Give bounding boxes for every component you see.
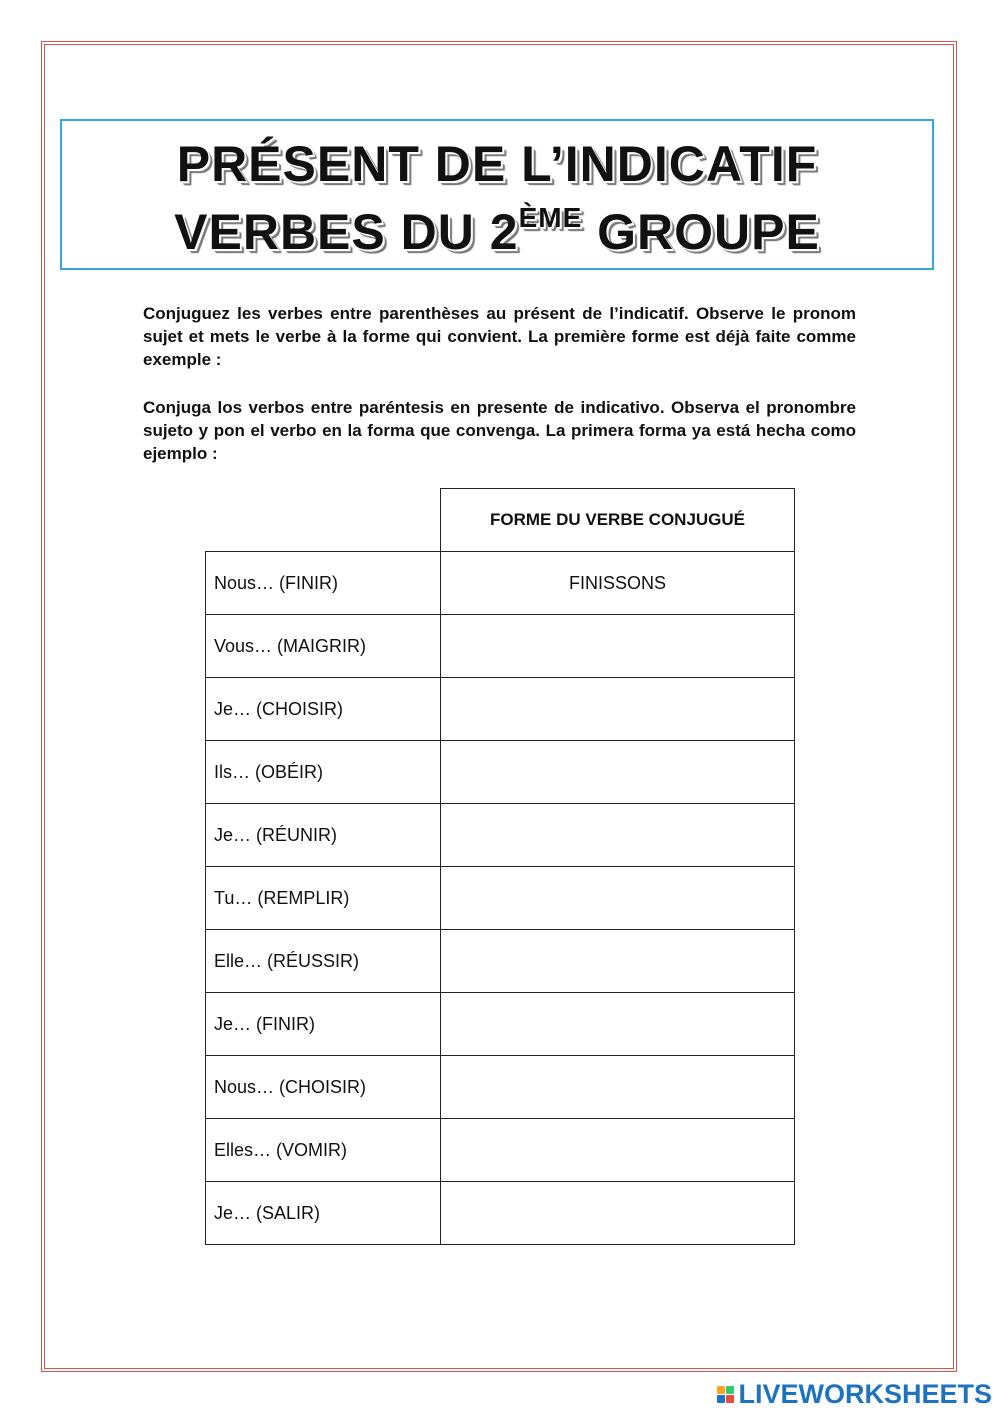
table-row xyxy=(206,993,795,1056)
table-row xyxy=(206,867,795,930)
table-row xyxy=(206,1119,795,1182)
logo-mark-square-3 xyxy=(717,1395,725,1403)
answer-cell[interactable] xyxy=(441,678,795,741)
conjugation-table xyxy=(205,488,795,1245)
table-header: FORME DU VERBE CONJUGUÉ xyxy=(441,489,795,552)
verb-prompt-cell: Tu… (REMPLIR) xyxy=(206,867,441,930)
logo-mark-square-1 xyxy=(717,1386,725,1394)
answer-cell[interactable] xyxy=(441,1056,795,1119)
logo-mark-square-4 xyxy=(726,1395,734,1403)
table-row xyxy=(206,930,795,993)
table-corner-blank xyxy=(206,489,441,552)
table-row xyxy=(206,1056,795,1119)
verb-prompt-cell: Nous… (FINIR) xyxy=(206,552,441,615)
answer-cell[interactable] xyxy=(441,1119,795,1182)
answer-cell[interactable] xyxy=(441,615,795,678)
title-box xyxy=(60,119,934,270)
verb-prompt-cell: Je… (CHOISIR) xyxy=(206,678,441,741)
logo-mark-square-2 xyxy=(726,1386,734,1394)
table-row xyxy=(206,804,795,867)
verb-prompt-cell: Je… (RÉUNIR) xyxy=(206,804,441,867)
logo-text: LIVEWORKSHEETS xyxy=(738,1378,992,1409)
instructions-french: Conjuguez les verbes entre parenthèses au présent de l’indicatif. Observe le pronom sujet et mets le verbe à la forme qui convient. La première forme est déjà faite comme exemple : xyxy=(143,304,856,369)
title-line-2-prefix: VERBES DU 2 xyxy=(174,204,519,260)
title-superscript: ÈME xyxy=(518,202,583,233)
verb-prompt-cell: Nous… (CHOISIR) xyxy=(206,1056,441,1119)
title-line-2-suffix: GROUPE xyxy=(582,204,820,260)
logo-mark-icon xyxy=(717,1386,734,1403)
answer-cell[interactable] xyxy=(441,804,795,867)
title-line-1: PRÉSENT DE L’INDICATIF xyxy=(176,136,818,192)
title-line-2 xyxy=(62,198,932,266)
verb-prompt-cell: Ils… (OBÉIR) xyxy=(206,741,441,804)
liveworksheets-logo xyxy=(717,1379,992,1409)
answer-cell[interactable] xyxy=(441,993,795,1056)
table-row xyxy=(206,678,795,741)
table-row xyxy=(206,552,795,615)
verb-prompt-cell: Elles… (VOMIR) xyxy=(206,1119,441,1182)
verb-prompt-cell: Je… (SALIR) xyxy=(206,1182,441,1245)
answer-cell[interactable] xyxy=(441,930,795,993)
answer-cell[interactable]: FINISSONS xyxy=(441,552,795,615)
answer-cell[interactable] xyxy=(441,867,795,930)
verb-prompt-cell: Vous… (MAIGRIR) xyxy=(206,615,441,678)
table-row xyxy=(206,615,795,678)
instructions-spanish: Conjuga los verbos entre paréntesis en presente de indicativo. Observa el pronombre sujeto y pon el verbo en la forma que convenga. La primera forma ya está hecha como ejemplo : xyxy=(143,398,856,463)
table-row xyxy=(206,741,795,804)
answer-cell[interactable] xyxy=(441,1182,795,1245)
answer-cell[interactable] xyxy=(441,741,795,804)
verb-prompt-cell: Elle… (RÉUSSIR) xyxy=(206,930,441,993)
verb-prompt-cell: Je… (FINIR) xyxy=(206,993,441,1056)
table-row xyxy=(206,1182,795,1245)
table-header-row xyxy=(206,489,795,552)
